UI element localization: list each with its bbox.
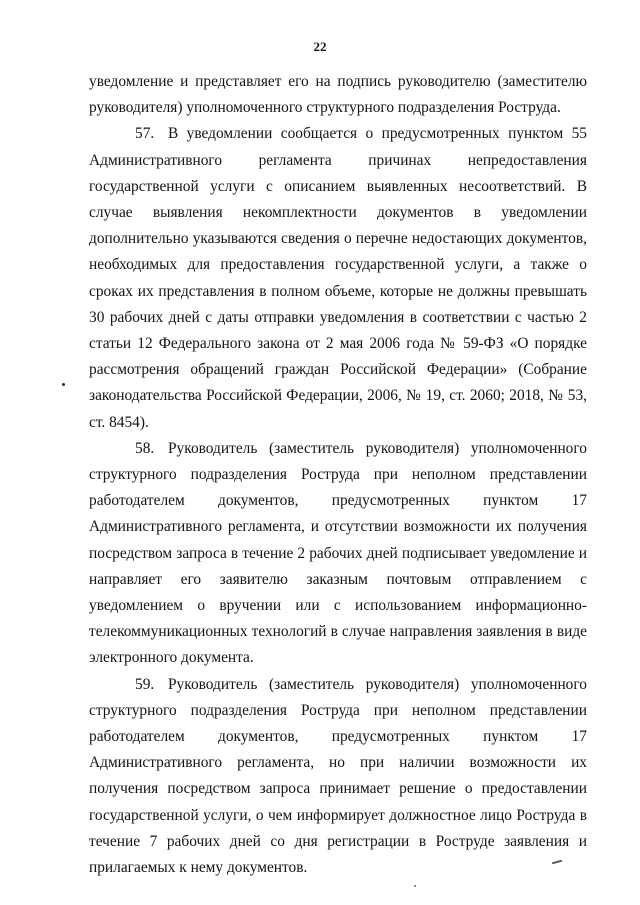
paragraph-57 — [89, 121, 587, 435]
paragraph-58 — [89, 436, 587, 672]
paragraph-text: В уведомлении сообщается о предусмотренных пунктом 55 Административного регламента причинах непредоставления государственной услуги с описанием выявленных несоответствий. В случае выявления некомплектности документов в уведомлении дополнительно указываются сведения о перечне недостающих документов, необходимых для предоставления государственной услуги, а также о сроках их представления в полном объеме, которые не должны превышать 30 рабочих дней с даты отправки уведомления в соответствии с частью 2 статьи 12 Федерального закона от 2 мая 2006 года № 59-ФЗ «О порядке рассмотрения обращений граждан Российской Федерации» (Собрание законодательства Российской Федерации, 2006, № 19, ст. 2060; 2018, № 53, ст. 8454). — [89, 125, 587, 431]
paragraph-59 — [89, 672, 587, 882]
margin-dot — [62, 383, 65, 386]
paragraph-text: Руководитель (заместитель руководителя) уполномоченного структурного подразделения Роструда при неполном представлении работодателем документов, предусмотренных пунктом 17 Административного регламента, и отсутствии возможности их получения посредством запроса в течение 2 рабочих дней подписывает уведомление и направляет его заявителю заказным почтовым отправлением с уведомлением о вручении или с использованием информационно-телекоммуникационных технологий в случае направления заявления в виде электронного документа. — [89, 439, 587, 667]
paragraph-number: 57. — [135, 125, 155, 143]
paragraph-continuation: уведомление и представляет его на подпись руководителю (заместителю руководителя) уполномоченного структурного подразделения Роструда. — [89, 73, 587, 117]
page-number: 22 — [313, 39, 327, 54]
document-body — [89, 69, 587, 881]
paragraph-number: 59. — [135, 675, 155, 693]
paragraph-text: Руководитель (заместитель руководителя) уполномоченного структурного подразделения Роструда при неполном представлении работодателем документов, предусмотренных пунктом 17 Административного регламента, но при наличии возможности их получения посредством запроса принимает решение о предоставлении государственной услуги, о чем информирует должностное лицо Роструда в течение 7 рабочих дней со дня регистрации в Роструде заявления и прилагаемых к нему документов. — [89, 675, 587, 877]
paragraph-number: 58. — [135, 439, 155, 457]
scan-speck — [414, 885, 416, 887]
